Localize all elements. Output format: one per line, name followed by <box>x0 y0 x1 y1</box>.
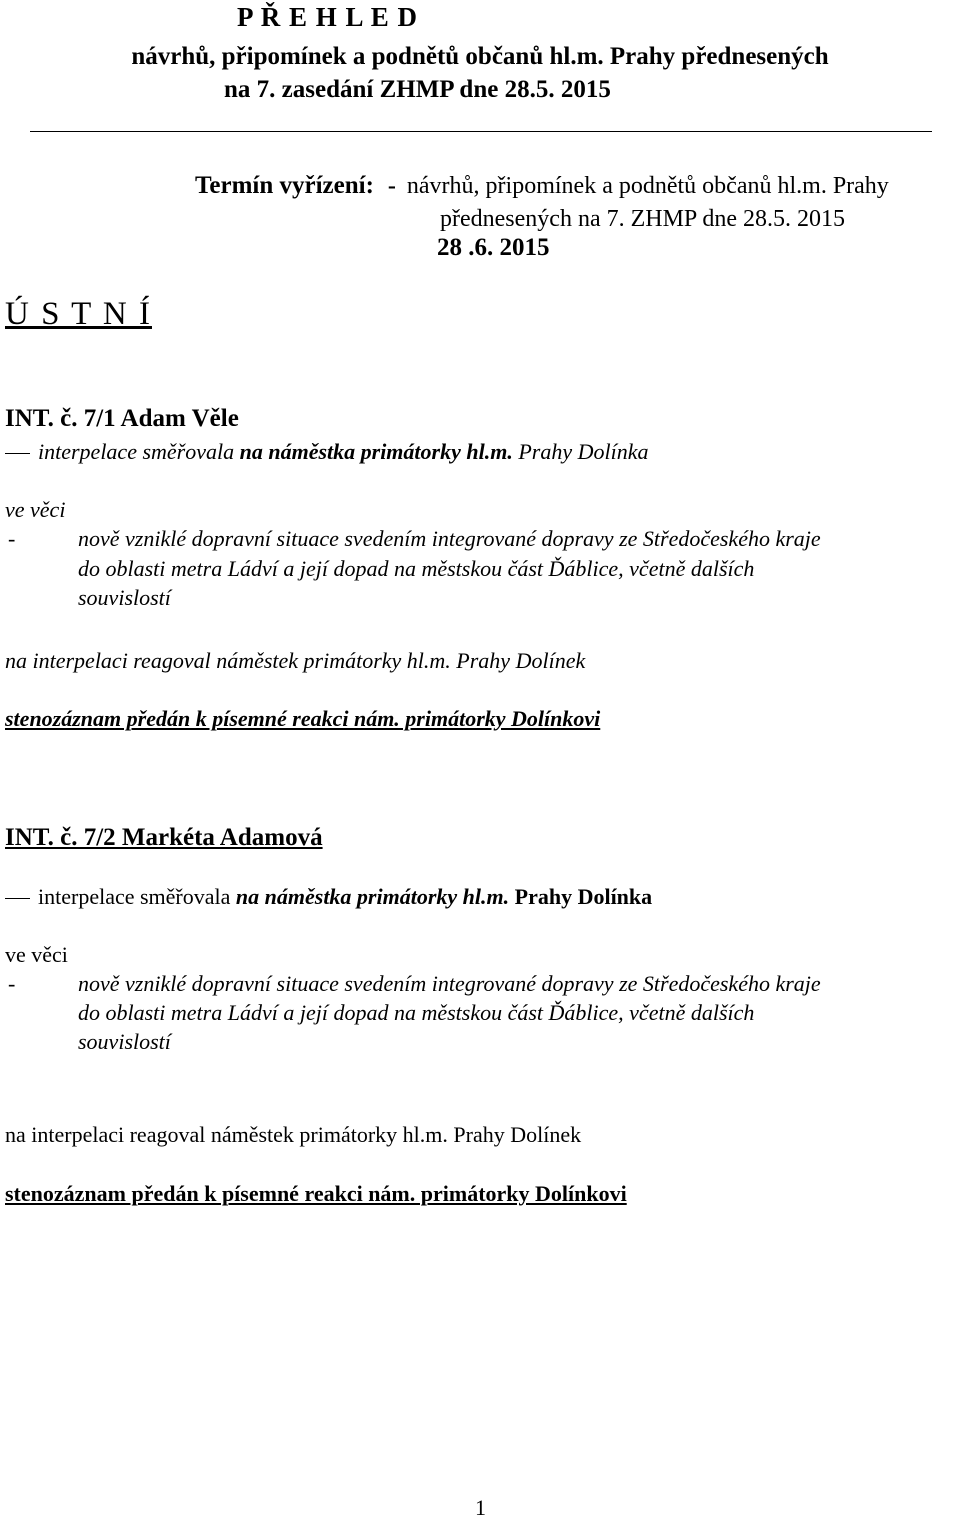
interpellation-directed-to-1 <box>5 439 648 465</box>
subject-line1-1: nově vzniklé dopravní situace svedením integrované dopravy ze Středočeského kraje <box>78 526 821 551</box>
subject-label-2: ve věci <box>5 942 68 967</box>
deadline-description-line2: přednesených na 7. ZHMP dne 28.5. 2015 <box>440 206 846 232</box>
subject-line2-2: do oblasti metra Ládví a její dopad na městskou část Ďáblice, včetně dalších <box>78 1000 755 1025</box>
response-1: na interpelaci reagoval náměstek primátorky hl.m. Prahy Dolínek <box>5 648 586 673</box>
document-subtitle-line2: na 7. zasedání ZHMP dne 28.5. 2015 <box>224 76 611 103</box>
directed-prefix: interpelace směřovala <box>38 884 231 909</box>
subject-line3-2: souvislostí <box>78 1029 171 1054</box>
subject-label-1: ve věci <box>5 497 66 522</box>
transcript-note-2: stenozáznam předán k písemné reakci nám. primátorky Dolínkovi <box>5 1181 627 1206</box>
deadline-description-line1: návrhů, připomínek a podnětů občanů hl.m. Prahy <box>406 173 889 199</box>
dash-marker <box>5 453 30 454</box>
deadline-date: 28 .6. 2015 <box>437 234 550 261</box>
directed-prefix: interpelace směřovala <box>38 439 235 464</box>
directed-suffix: Prahy Dolínka <box>518 439 649 464</box>
subject-line2-1: do oblasti metra Ládví a její dopad na městskou část Ďáblice, včetně dalších <box>78 556 755 581</box>
subject-line3-1: souvislostí <box>78 585 171 610</box>
directed-bold: na náměstka primátorky hl.m. <box>239 439 513 464</box>
interpellation-heading-2: INT. č. 7/2 Markéta Adamová <box>5 824 323 851</box>
interpellation-directed-to-2 <box>5 884 652 910</box>
subject-dash-1: - <box>8 526 16 551</box>
dash-marker <box>5 898 30 899</box>
transcript-note-1: stenozáznam předán k písemné reakci nám. primátorky Dolínkovi <box>5 706 601 731</box>
directed-suffix: Prahy Dolínka <box>514 884 653 909</box>
deadline-dash: - <box>387 173 396 199</box>
deadline-row <box>195 172 889 200</box>
directed-bold: na náměstka primátorky hl.m. <box>235 884 510 909</box>
interpellation-heading-1: INT. č. 7/1 Adam Věle <box>5 405 239 432</box>
subject-dash-2: - <box>8 971 16 996</box>
subject-line1-2: nově vzniklé dopravní situace svedením integrované dopravy ze Středočeského kraje <box>78 971 821 996</box>
response-2: na interpelaci reagoval náměstek primátorky hl.m. Prahy Dolínek <box>5 1122 582 1147</box>
page-number: 1 <box>475 1495 486 1520</box>
deadline-label: Termín vyřízení: <box>195 172 374 199</box>
header-divider <box>30 131 932 132</box>
document-subtitle-line1: návrhů, připomínek a podnětů občanů hl.m. Prahy přednesených <box>131 43 829 70</box>
document-title: P Ř E H L E D <box>237 2 419 32</box>
section-heading-oral: Ú S T N Í <box>5 296 152 332</box>
